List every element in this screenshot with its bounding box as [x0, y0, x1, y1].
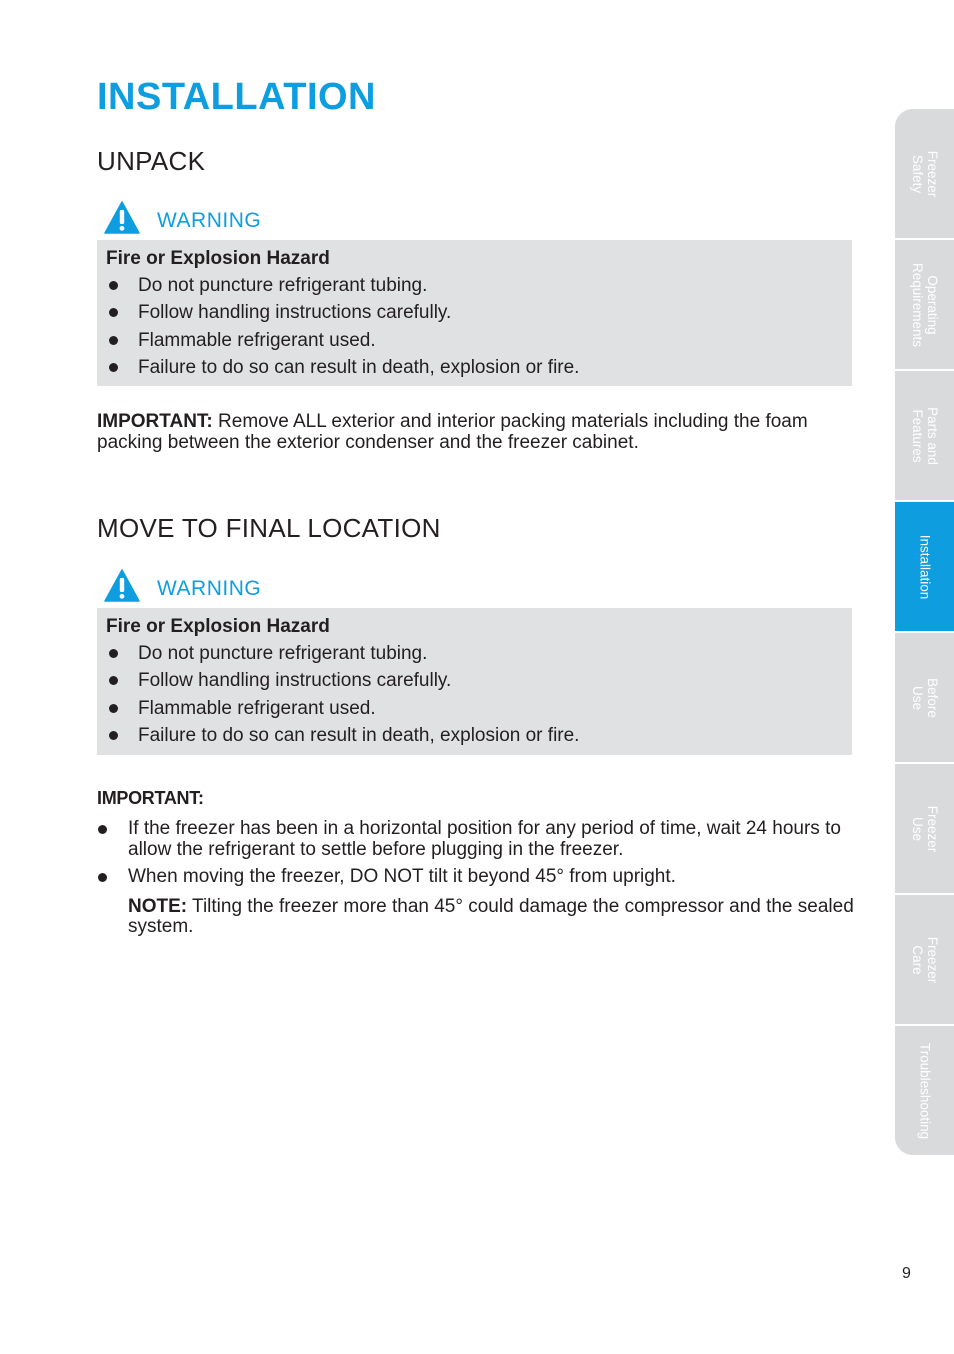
bullet-icon: [98, 873, 107, 882]
bullet-icon: [109, 649, 118, 658]
tab-freezer-care[interactable]: Freezer Care: [895, 895, 954, 1026]
move-warning-header: [104, 568, 261, 602]
tab-operating-requirements[interactable]: Operating Requirements: [895, 240, 954, 371]
list-item: Do not puncture refrigerant tubing.: [106, 640, 842, 667]
list-item: When moving the freezer, DO NOT tilt it beyond 45° from upright.: [97, 867, 852, 888]
hazard-title: Fire or Explosion Hazard: [106, 616, 330, 637]
unpack-warning-box: [97, 240, 852, 386]
bullet-icon: [98, 825, 107, 834]
list-item: Follow handling instructions carefully.: [106, 299, 842, 326]
important-text: Remove ALL exterior and interior packing materials including the foam packing between the exterior condenser and the freezer cabinet.: [97, 411, 808, 453]
section-tabs: [895, 109, 954, 1155]
bullet-icon: [109, 336, 118, 345]
hazard-list: [106, 640, 842, 749]
bullet-icon: [109, 676, 118, 685]
tab-installation[interactable]: Installation: [895, 502, 954, 633]
important-label: IMPORTANT:: [97, 411, 213, 432]
bullet-icon: [109, 731, 118, 740]
warning-label: WARNING: [157, 209, 262, 232]
tilt-note: [128, 897, 858, 938]
note-text: Tilting the freezer more than 45° could damage the compressor and the sealed system.: [128, 895, 854, 937]
unpack-warning-header: [104, 200, 261, 234]
bullet-icon: [109, 308, 118, 317]
warning-triangle-icon: [104, 201, 140, 234]
hazard-title: Fire or Explosion Hazard: [106, 248, 330, 269]
page-title: INSTALLATION: [97, 76, 376, 118]
unpack-heading: UNPACK: [97, 146, 206, 176]
list-item: Failure to do so can result in death, explosion or fire.: [106, 354, 842, 381]
tab-troubleshooting[interactable]: Troubleshooting: [895, 1026, 954, 1155]
list-item: Follow handling instructions carefully.: [106, 667, 842, 694]
list-item: Do not puncture refrigerant tubing.: [106, 272, 842, 299]
move-warning-box: [97, 608, 852, 755]
bullet-icon: [109, 363, 118, 372]
unpack-important-note: [97, 412, 817, 453]
tab-freezer-safety[interactable]: Freezer Safety: [895, 109, 954, 240]
bullet-icon: [109, 704, 118, 713]
list-item: If the freezer has been in a horizontal position for any period of time, wait 24 hours to allow the refrigerant to settle before plugging in the freezer.: [97, 819, 852, 860]
bullet-icon: [109, 281, 118, 290]
list-item: Flammable refrigerant used.: [106, 327, 842, 354]
tab-parts-and-features[interactable]: Parts and Features: [895, 371, 954, 502]
move-important-list: [97, 819, 852, 938]
list-item: Failure to do so can result in death, explosion or fire.: [106, 722, 842, 749]
tab-before-use[interactable]: Before Use: [895, 633, 954, 764]
warning-triangle-icon: [104, 569, 140, 602]
tab-freezer-use[interactable]: Freezer Use: [895, 764, 954, 895]
warning-label: WARNING: [157, 577, 262, 600]
move-heading: MOVE TO FINAL LOCATION: [97, 513, 441, 543]
list-item: Flammable refrigerant used.: [106, 695, 842, 722]
hazard-list: [106, 272, 842, 381]
page-number: 9: [902, 1265, 911, 1282]
note-label: NOTE:: [128, 895, 188, 917]
move-important-label: IMPORTANT:: [97, 788, 204, 808]
